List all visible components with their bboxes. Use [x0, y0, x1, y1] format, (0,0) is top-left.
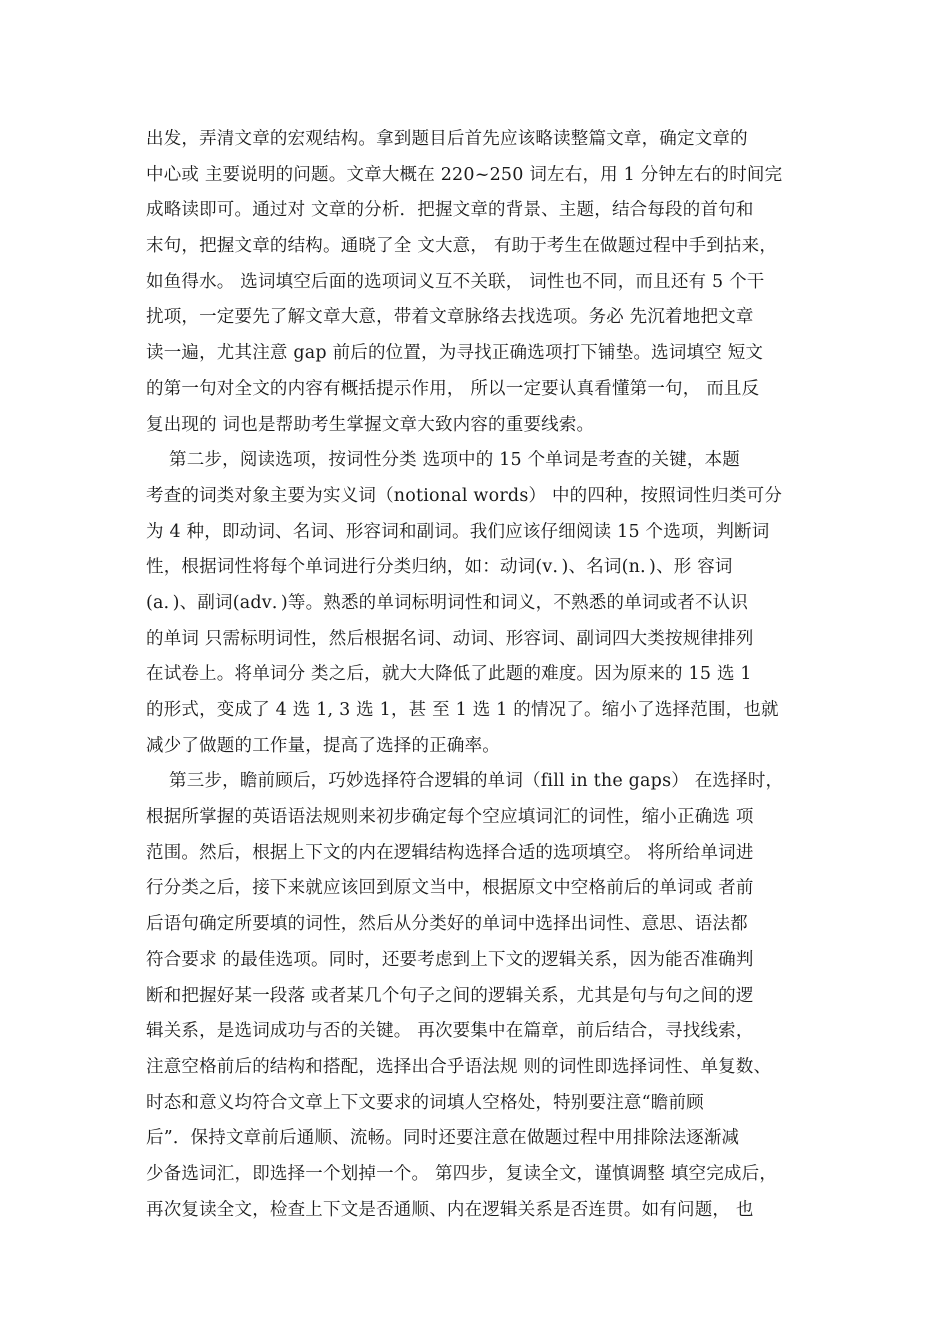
text-line: 的形式，变成了 4 选 1, 3 选 1，甚 至 1 选 1 的情况了。缩小了选择范围，也就	[146, 700, 779, 720]
text-line: 扰项，一定要先了解文章大意，带着文章脉络去找选项。务必 先沉着地把文章	[146, 307, 754, 328]
text-line: 注意空格前后的结构和搭配，选择出合乎语法规 则的词性即选择词性、单复数、	[146, 1056, 772, 1077]
text-line: 复出现的 词也是帮助考生掌握文章大致内容的重要线索。	[146, 414, 595, 435]
text-line: 辑关系，是选词成功与否的关键。 再次要集中在篇章，前后结合，寻找线索，	[146, 1021, 754, 1042]
text-line: 后”．保持文章前后通顺、流畅。同时还要注意在做题过程中用排除法逐渐减	[146, 1128, 740, 1149]
text-line: 后语句确定所要填的词性，然后从分类好的单词中选择出词性、意思、语法都	[146, 914, 748, 935]
text-line: 时态和意义均符合文章上下文要求的词填人空格处，特别要注意“瞻前顾	[146, 1092, 704, 1113]
text-line: 减少了做题的工作量，提高了选择的正确率。	[146, 735, 500, 756]
text-line: 考查的词类对象主要为实义词（notional words） 中的四种，按照词性归类可分	[146, 485, 783, 506]
text-line: 第三步，瞻前顾后，巧妙选择符合逻辑的单词（fill in the gaps） 在选择时，	[146, 771, 784, 792]
text-line: 的单词 只需标明词性，然后根据名词、动词、形容词、副词四大类按规律排列	[146, 628, 754, 649]
text-line: 第二步，阅读选项，按词性分类 选项中的 15 个单词是考查的关键，本题	[146, 450, 741, 471]
text-line: 为 4 种，即动词、名词、形容词和副词。我们应该仔细阅读 15 个选项，判断词	[146, 521, 770, 542]
text-line: 性，根据词性将每个单词进行分类归纳，如：动词(v．)、名词(n．)、形 容词	[146, 557, 733, 578]
text-line: 的第一句对全文的内容有概括提示作用， 所以一定要认真看懂第一句， 而且反	[146, 378, 760, 399]
text-line: 在试卷上。将单词分 类之后，就大大降低了此题的难度。因为原来的 15 选 1	[146, 664, 752, 685]
text-line: 如鱼得水。 选词填空后面的选项词义互不关联， 词性也不同，而且还有 5 个干	[146, 271, 765, 292]
text-line: (a．)、副词(adv．)等。熟悉的单词标明词性和词义，不熟悉的单词或者不认识	[146, 592, 749, 613]
text-line: 行分类之后，接下来就应该回到原文当中，根据原文中空格前后的单词或 者前	[146, 878, 754, 899]
text-line: 读一遍，尤其注意 gap 前后的位置，为寻找正确选项打下铺垫。选词填空 短文	[146, 343, 764, 364]
text-line: 少备选词汇，即选择一个划掉一个。 第四步，复读全文，谨慎调整 填空完成后，	[146, 1163, 778, 1184]
text-line: 出发，弄清文章的宏观结构。拿到题目后首先应该略读整篇文章，确定文章的	[146, 129, 748, 149]
text-line: 再次复读全文，检查上下文是否通顺、内在逻辑关系是否连贯。如有问题， 也	[146, 1199, 754, 1220]
body-text	[146, 122, 836, 1228]
text-line: 符合要求 的最佳选项。同时，还要考虑到上下文的逻辑关系，因为能否准确判	[146, 949, 754, 970]
text-line: 根据所掌握的英语语法规则来初步确定每个空应填词汇的词性，缩小正确选 项	[146, 807, 754, 828]
text-line: 断和把握好某一段落 或者某几个句子之间的逻辑关系，尤其是句与句之间的逻	[146, 985, 754, 1006]
text-line: 末句，把握文章的结构。通晓了全 文大意， 有助于考生在做题过程中手到拈来，	[146, 236, 778, 257]
text-line: 中心或 主要说明的问题。文章大概在 220~250 词左右，用 1 分钟左右的时间完	[146, 164, 783, 185]
text-line: 成略读即可。通过对 文章的分析．把握文章的背景、主题，结合每段的首句和	[146, 200, 754, 221]
text-line: 范围。然后，根据上下文的内在逻辑结构选择合适的选项填空。 将所给单词进	[146, 842, 754, 863]
